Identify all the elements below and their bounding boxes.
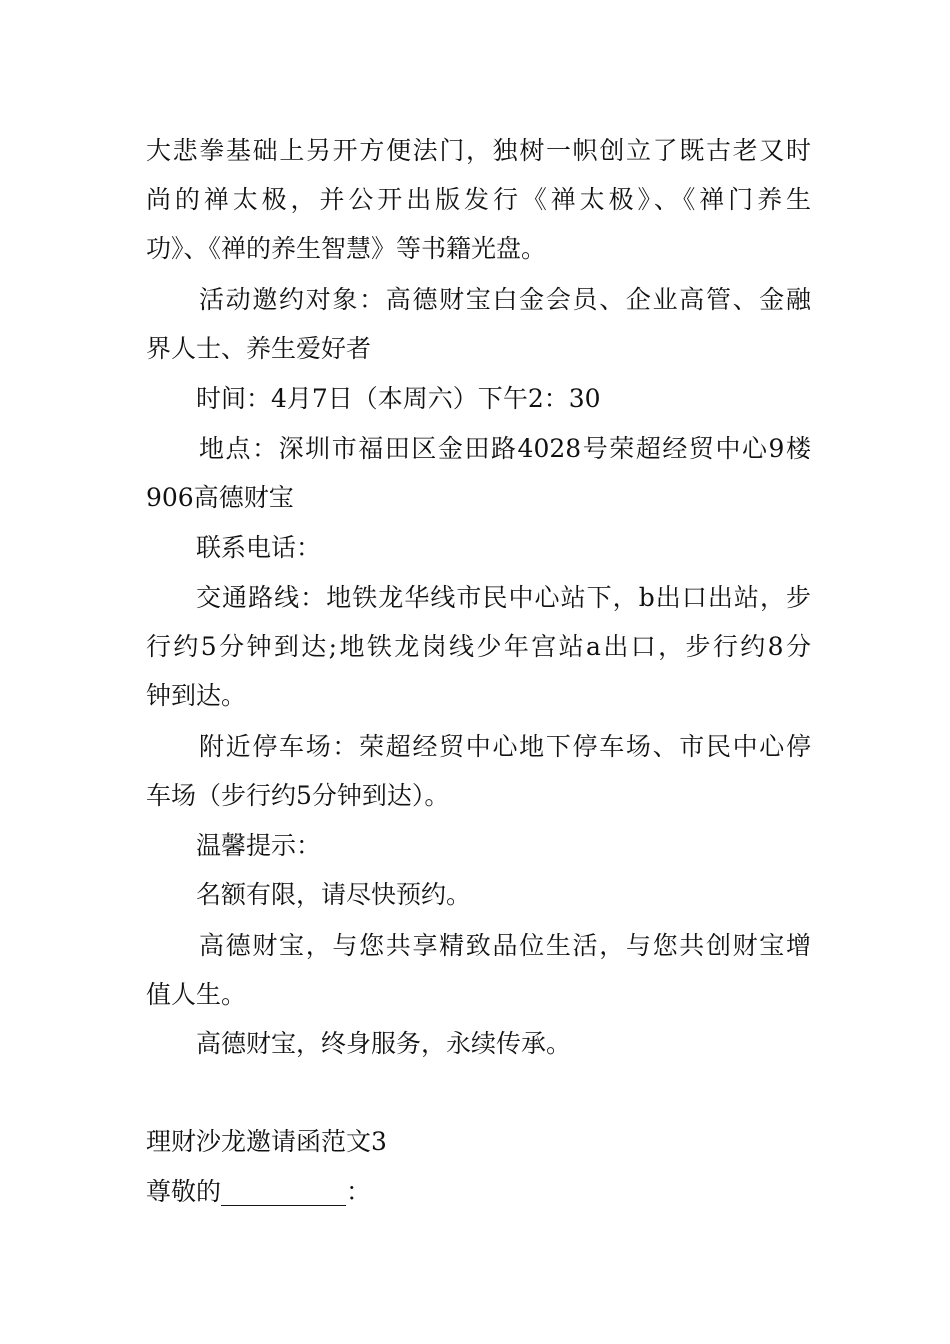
tips-heading: 温馨提示： (196, 831, 322, 860)
salutation-line: 尊敬的__________： (146, 1177, 372, 1206)
tips-line: 名额有限，请尽快预约。 (196, 880, 472, 909)
transport-route-line: 交通路线：地铁龙华线市民中心站下，b出口出站，步 (196, 583, 811, 612)
event-location-line: 地点：深圳市福田区金田路4028号荣超经贸中心9楼 (199, 434, 811, 463)
body-text-line: 大悲拳基础上另开方便法门，独树一帜创立了既古老又时 (146, 136, 811, 165)
body-text-line: 功》、《禅的养生智慧》等书籍光盘。 (146, 234, 547, 263)
slogan-line: 高德财宝，终身服务，永续传承。 (196, 1029, 572, 1058)
transport-route-line: 行约5分钟到达;地铁龙岗线少年宫站a出口，步行约8分 (146, 632, 811, 661)
slogan-line: 值人生。 (146, 980, 247, 1009)
transport-route-line: 钟到达。 (146, 681, 247, 710)
section-title: 理财沙龙邀请函范文3 (146, 1127, 387, 1156)
slogan-line: 高德财宝，与您共享精致品位生活，与您共创财宝增 (199, 931, 811, 960)
event-audience-line: 界人士、养生爱好者 (146, 334, 372, 363)
contact-phone-line: 联系电话： (196, 533, 322, 562)
parking-line: 车场（步行约5分钟到达）。 (146, 781, 450, 810)
event-audience-line: 活动邀约对象：高德财宝白金会员、企业高管、金融 (199, 285, 811, 314)
event-time-line: 时间：4月7日（本周六）下午2：30 (196, 384, 601, 413)
body-text-line: 尚的禅太极，并公开出版发行《禅太极》、《禅门养生 (146, 185, 811, 214)
parking-line: 附近停车场：荣超经贸中心地下停车场、市民中心停 (199, 732, 811, 761)
event-location-line: 906高德财宝 (146, 483, 294, 512)
